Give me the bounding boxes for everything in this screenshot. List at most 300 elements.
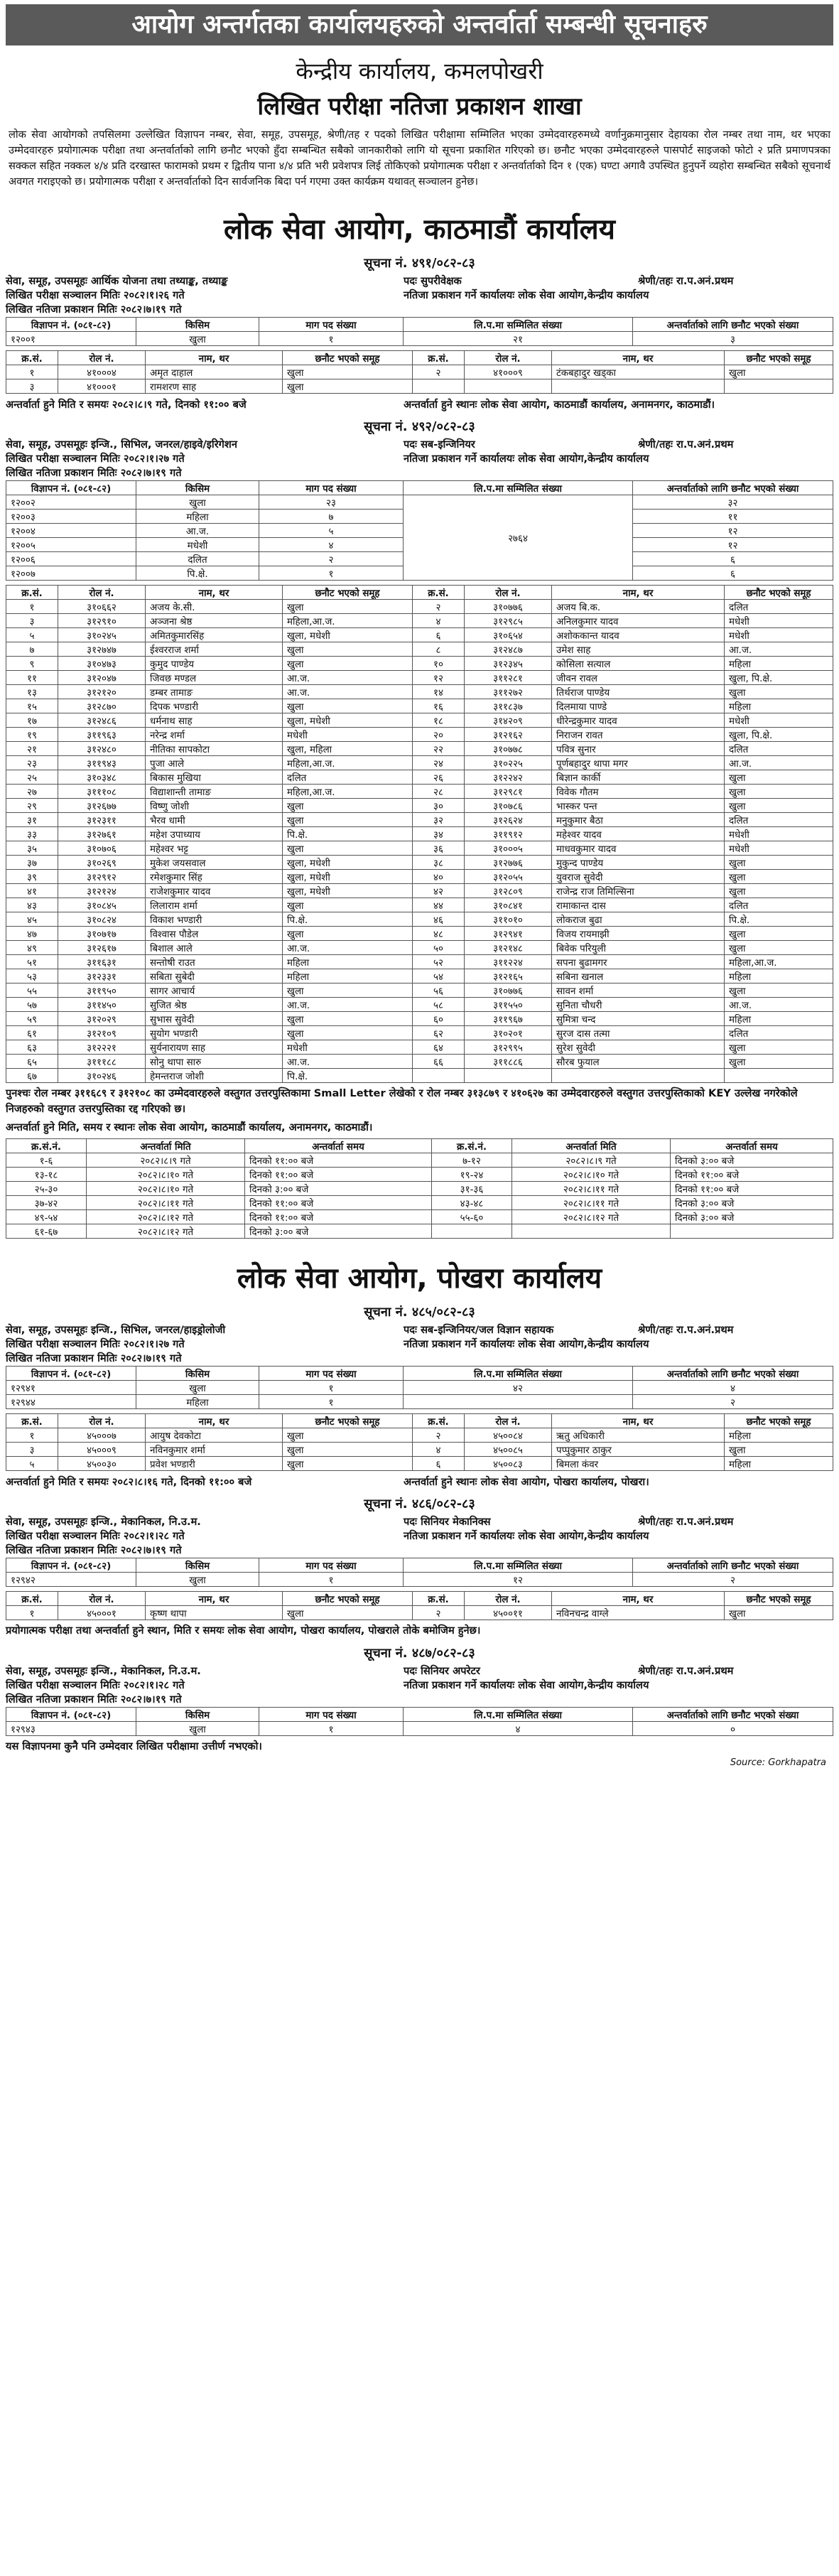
interview-datetime: अन्तर्वार्ता हुने मिति र समयः २०८२।८।१६ गते, दिनको ११:०० बजे [6, 1476, 252, 1488]
candidate-rows [6, 1606, 833, 1620]
cell: खुला, पि.क्षे. [725, 671, 833, 685]
cell: २० [413, 728, 465, 742]
cell: ६२ [413, 1026, 465, 1040]
candidate-row [6, 614, 833, 628]
candidate-row [6, 1012, 833, 1026]
col-header: नाम, थर [146, 351, 283, 365]
candidate-row [6, 1457, 833, 1471]
col-header: किसिम [136, 481, 259, 495]
cell: खुला [136, 495, 259, 510]
col-header: नाम, थर [552, 586, 725, 600]
cell: ३१२३४५ [465, 657, 552, 671]
cell: ११ [6, 671, 58, 685]
cell: आ.ज. [283, 671, 413, 685]
cell: मुकेश जयसवाल [146, 856, 283, 870]
cell: १२ [633, 538, 833, 552]
cell: आ.ज. [725, 756, 833, 770]
practical-info: प्रयोगात्मक परीक्षा तथा अन्तर्वार्ता हुने स्थान, मिति र समयः लोक सेवा आयोग, पोखरा कार्यालय, पोखराले तोके बमोजिम हुनेछ। [6, 1624, 481, 1637]
cell: दलित [725, 813, 833, 827]
cell: खुला [725, 1040, 833, 1055]
cell: सुभास सुवेदी [146, 1012, 283, 1026]
cell [671, 1224, 833, 1239]
cell: सुमित्रा चन्द [552, 1012, 725, 1026]
cell: ४ [404, 1722, 633, 1736]
cell: ४२ [413, 884, 465, 898]
col-header: अन्तर्वार्ता समय [671, 1139, 833, 1153]
pad-label: पदः सिनियर मेकानिक्स [404, 1516, 491, 1528]
cell: १२ [633, 524, 833, 538]
candidate-rows [6, 1428, 833, 1471]
cell: बिवेक परियुली [552, 941, 725, 955]
cell: ३१०६६२ [58, 600, 146, 614]
candidate-row [6, 1428, 833, 1443]
cell: २ [633, 1395, 833, 1409]
cell: महिला,आ.ज. [283, 756, 413, 770]
schedule-row [6, 1182, 833, 1196]
cell: १४ [413, 685, 465, 699]
cell: ३१०७७८ [465, 742, 552, 756]
notice-meta [6, 1515, 833, 1558]
cell: ० [633, 1722, 833, 1736]
cell: ३११०१० [465, 912, 552, 927]
cell: खुला, मधेशी [283, 884, 413, 898]
cell: ३१११८८ [58, 1055, 146, 1069]
cell: खुला [136, 1381, 259, 1395]
cell: १ [259, 1722, 404, 1736]
col-header: लि.प.मा सम्मिलित संख्या [404, 1558, 633, 1573]
cell: २५-३० [6, 1182, 87, 1196]
cell: सावन शर्मा [552, 983, 725, 998]
cell: ४ [259, 538, 404, 552]
cell: पि.क्षे. [283, 912, 413, 927]
notice-meta [6, 1664, 833, 1707]
cell: विजय रायमाझी [552, 927, 725, 941]
candidate-row [6, 870, 833, 884]
candidate-table [6, 585, 833, 1083]
cell: १५ [6, 699, 58, 713]
cell: ३१२२४२ [465, 770, 552, 785]
notice-492 [6, 418, 833, 1239]
cell: ३२ [633, 495, 833, 510]
cell: ७ [6, 642, 58, 657]
cell: ५ [259, 524, 404, 538]
cell: ४ [413, 1443, 465, 1457]
office-heading-pokhara: लोक सेवा आयोग, पोखरा कार्यालय [237, 1262, 602, 1295]
table-row [6, 332, 833, 346]
cell: दिनको ११:०० बजे [245, 1210, 432, 1224]
cell: महिला [725, 657, 833, 671]
cell: पि.क्षे. [283, 827, 413, 841]
cell: ३१-३६ [432, 1182, 512, 1196]
cell: खुला [725, 799, 833, 813]
cell: ३४ [413, 827, 465, 841]
cell: खुला [136, 1722, 259, 1736]
candidate-row [6, 1443, 833, 1457]
cell: दिपक भण्डारी [146, 699, 283, 713]
cell: ३१२४८७ [465, 642, 552, 657]
cell: दलित [725, 898, 833, 912]
col-header: नाम, थर [146, 1592, 283, 1606]
cell: १३-१८ [6, 1168, 87, 1182]
cell: युवराज सुवेदी [552, 870, 725, 884]
cell: ५२ [413, 955, 465, 969]
cell: आयुष देवकोटा [146, 1428, 283, 1443]
cell: १२९४२ [6, 1573, 136, 1587]
cell: पुजा आले [146, 756, 283, 770]
notice-title: सूचना नं. ४८७/०८२-८३ [364, 1646, 475, 1661]
col-header: अन्तर्वार्ताको लागि छनौट भएको संख्या [633, 1708, 833, 1722]
cell: १ [6, 1606, 58, 1620]
notice-title: सूचना नं. ४८५/०८२-८३ [364, 1305, 475, 1320]
cell: २०८२।८।१२ गते [87, 1224, 245, 1239]
cell: १२९४४ [6, 1395, 136, 1409]
cell: २०८२।८।९ गते [512, 1153, 671, 1168]
cell: ४८ [413, 927, 465, 941]
cell: २६ [413, 770, 465, 785]
cell: मुकुन्द पाण्डेय [552, 856, 725, 870]
cell: ३११९६७ [465, 1012, 552, 1026]
table-row [6, 1381, 833, 1395]
schedule-table [6, 1138, 833, 1239]
col-header: क्र.सं. [413, 1592, 465, 1606]
col-header: किसिम [136, 1708, 259, 1722]
candidate-row [6, 642, 833, 657]
office-heading-kathmandu: लोक सेवा आयोग, काठमाडौं कार्यालय [223, 213, 616, 246]
cell: ३१२९८१ [465, 785, 552, 799]
cell: खुला [725, 927, 833, 941]
schedule-rows [6, 1153, 833, 1239]
candidate-row [6, 756, 833, 770]
pad-label: पदः सब-इन्जिनियर [404, 438, 475, 451]
candidate-row [6, 813, 833, 827]
cell: १२००७ [6, 566, 136, 581]
cell: खुला [283, 600, 413, 614]
cell: खुला, महिला [283, 742, 413, 756]
candidate-row [6, 1055, 833, 1069]
cell: अनिलकुमार यादव [552, 614, 725, 628]
cell: २ [413, 1606, 465, 1620]
cell: ६४ [413, 1040, 465, 1055]
cell: खुला [725, 884, 833, 898]
cell: खुला [283, 1428, 413, 1443]
cell: खुला, मधेशी [283, 628, 413, 642]
cell: सुरज दास तत्मा [552, 1026, 725, 1040]
cell: सोनु थापा सारु [146, 1055, 283, 1069]
cell: ३० [413, 799, 465, 813]
seva-label: सेवा, समूह, उपसमूहः इन्जि., सिभिल, जनरल/हाइवे/इरिगेशन [6, 438, 237, 451]
cell: ३१२१२४ [58, 884, 146, 898]
cell: डम्बर तामाङ [146, 685, 283, 699]
schedule-row [6, 1153, 833, 1168]
col-header: नाम, थर [552, 1592, 725, 1606]
cell: १ [6, 600, 58, 614]
cell: २०८२।८।१० गते [87, 1168, 245, 1182]
cell: ४६ [413, 912, 465, 927]
cell: ४७ [6, 927, 58, 941]
cell: ३१०००५ [465, 841, 552, 856]
cell: महिला,आ.ज. [283, 785, 413, 799]
cell: १ [6, 1428, 58, 1443]
col-header: क्र.सं. [6, 586, 58, 600]
cell: १२००५ [6, 538, 136, 552]
cell: खुला [283, 799, 413, 813]
cell: २२ [413, 742, 465, 756]
cell: कोसिला सत्याल [552, 657, 725, 671]
col-header: क्र.सं.नं. [6, 1139, 87, 1153]
cell: रमेशकुमार सिंह [146, 870, 283, 884]
cell: ३१११०८ [58, 785, 146, 799]
candidate-row [6, 799, 833, 813]
cell: जिवछ मण्डल [146, 671, 283, 685]
cell: मधेशी [283, 728, 413, 742]
exam-date: लिखित परीक्षा सञ्चालन मितिः २०८२।१।२७ गते [6, 453, 185, 465]
cell: ३१०३४८ [58, 770, 146, 785]
cell: ४५००३० [58, 1457, 146, 1471]
cell: ८ [413, 642, 465, 657]
cell: ३९ [6, 870, 58, 884]
cell: ५८ [413, 998, 465, 1012]
cell: ३१२९१० [58, 614, 146, 628]
cell: ३१२१६५ [465, 969, 552, 983]
cell: खुला [725, 983, 833, 998]
col-header: क्र.सं.नं. [432, 1139, 512, 1153]
cell: दिनको ३:०० बजे [671, 1210, 833, 1224]
candidate-row [6, 1026, 833, 1040]
cell: खुला [283, 1443, 413, 1457]
candidate-row [6, 983, 833, 998]
shreni-label: श्रेणी/तहः रा.प.अनं.प्रथम [638, 1324, 734, 1336]
cell: धीरेन्द्रकुमार यादव [552, 713, 725, 728]
cell: ४५०००७ [58, 1428, 146, 1443]
interview-place: अन्तर्वार्ता हुने स्थानः लोक सेवा आयोग, काठमाडौं कार्यालय, अनामनगर, काठमाडौं। [404, 399, 715, 411]
cell: २८ [413, 785, 465, 799]
col-header: क्र.सं. [6, 1592, 58, 1606]
cell: ६० [413, 1012, 465, 1026]
advertisement-table [6, 1366, 833, 1409]
cell: ३७-४२ [6, 1196, 87, 1210]
cell: ३१२०२९ [58, 1012, 146, 1026]
cell: ३११४५० [58, 998, 146, 1012]
cell: ६ [413, 628, 465, 642]
cell: लिलाराम शर्मा [146, 898, 283, 912]
col-header: अन्तर्वार्ताको लागि छनौट भएको संख्या [633, 1558, 833, 1573]
col-header: रोल नं. [58, 1414, 146, 1428]
cell: २४ [413, 756, 465, 770]
cell: मधेशी [725, 841, 833, 856]
cell: १ [259, 1573, 404, 1587]
candidate-row [6, 742, 833, 756]
cell: ४५००८४ [465, 1428, 552, 1443]
cell: २ [413, 365, 465, 379]
shreni-label: श्रेणी/तहः रा.प.अनं.प्रथम [638, 1516, 734, 1528]
col-header: विज्ञापन नं. (०८१-८२) [6, 481, 136, 495]
cell: ३ [6, 379, 58, 394]
cell: भास्कर पन्त [552, 799, 725, 813]
candidate-table [6, 1591, 833, 1620]
shreni-label: श्रेणी/तहः रा.प.अनं.प्रथम [638, 1665, 734, 1677]
cell: १२००१ [6, 332, 136, 346]
cell: ३१०२२५ [465, 756, 552, 770]
col-header: किसिम [136, 318, 259, 332]
result-date: लिखित नतिजा प्रकाशन मितिः २०८२।७।१९ गते [6, 1352, 182, 1364]
result-date: लिखित नतिजा प्रकाशन मितिः २०८२।७।१९ गते [6, 303, 182, 316]
cell: ३१२१२० [58, 685, 146, 699]
cell: ५९ [6, 1012, 58, 1026]
cell: ४३ [6, 898, 58, 912]
cell: ३१२४८६ [58, 713, 146, 728]
cell: आ.ज. [283, 1055, 413, 1069]
col-header: नाम, थर [552, 351, 725, 365]
cell: ५ [6, 628, 58, 642]
cell: विद्याशान्ती तामाङ [146, 785, 283, 799]
col-header: छनौट भएको समूह [725, 586, 833, 600]
cell: पवित्र सुनार [552, 742, 725, 756]
result-office: नतिजा प्रकाशन गर्ने कार्यालयः लोक सेवा आयोग,केन्द्रीय कार्यालय [404, 1679, 649, 1691]
cell: मधेशी [725, 827, 833, 841]
pad-label: पदः सब-इन्जिनियर/जल विज्ञान सहायक [404, 1324, 554, 1336]
cell: ४५००११ [465, 1606, 552, 1620]
cell: १ [259, 1395, 404, 1409]
candidate-row [6, 728, 833, 742]
cell: ३११६३१ [58, 955, 146, 969]
col-header: छनौट भएको समूह [725, 1414, 833, 1428]
cell: ६ [413, 1457, 465, 1471]
cell: दिनको ११:०० बजे [671, 1182, 833, 1196]
cell: पि.क्षे. [725, 912, 833, 927]
cell: ११ [633, 510, 833, 524]
candidate-rows [6, 365, 833, 394]
notice-title: सूचना नं. ४९२/०८२-८३ [364, 419, 475, 434]
cell: मधेशी [136, 538, 259, 552]
cell: २३ [259, 495, 404, 510]
cell: ५० [413, 941, 465, 955]
cell: उमेश साह [552, 642, 725, 657]
cell: ४५००८३ [465, 1457, 552, 1471]
cell [725, 379, 833, 394]
seva-label: सेवा, समूह, उपसमूहः इन्जि., मेकानिकल, नि.उ.म. [6, 1516, 201, 1528]
advertisement-table [6, 480, 833, 581]
cell: ४४ [413, 898, 465, 912]
cell: मधेशी [725, 628, 833, 642]
cell: अञ्जना श्रेष्ठ [146, 614, 283, 628]
cell: ५४ [413, 969, 465, 983]
cell: दिनको ३:०० बजे [245, 1224, 432, 1239]
cell: १८ [413, 713, 465, 728]
page-banner: आयोग अन्तर्गतका कार्यालयहरुको अन्तर्वार्ता सम्बन्धी सूचनाहरु [6, 4, 833, 45]
col-header: नाम, थर [146, 586, 283, 600]
cell: खुला, मधेशी [283, 870, 413, 884]
cell: आ.ज. [725, 642, 833, 657]
cell: ३१२९८५ [465, 614, 552, 628]
interview-info [6, 1475, 833, 1489]
pad-label: पदः सुपरीवेक्षक [404, 275, 462, 287]
cell: ३१०७१७ [58, 927, 146, 941]
cell: आ.ज. [136, 524, 259, 538]
cell: ३११५५० [465, 998, 552, 1012]
cell: ५७ [6, 998, 58, 1012]
cell: १२ [413, 671, 465, 685]
cell: १३ [6, 685, 58, 699]
cell: खुला [283, 1457, 413, 1471]
cell: ३१२०४७ [58, 671, 146, 685]
cell: २१ [404, 332, 633, 346]
cell: पप्पुकुमार ठाकुर [552, 1443, 725, 1457]
result-office: नतिजा प्रकाशन गर्ने कार्यालयः लोक सेवा आयोग,केन्द्रीय कार्यालय [404, 1530, 649, 1542]
cell: ३१०७८६ [465, 799, 552, 813]
notice-title: सूचना नं. ४८६/०८२-८३ [364, 1497, 475, 1511]
cell: सुयोग भण्डारी [146, 1026, 283, 1040]
cell: खुला [283, 699, 413, 713]
cell: ३१०२४६ [58, 1069, 146, 1083]
cell: १ [259, 332, 404, 346]
pad-label: पदः सिनियर अपरेटर [404, 1665, 480, 1677]
cell: रामाकान्त दास [552, 898, 725, 912]
schedule-row [6, 1210, 833, 1224]
cell: ४२ [404, 1381, 633, 1395]
cell: ४ [413, 614, 465, 628]
cell: महेश्वर यादव [552, 827, 725, 841]
cell: ४९ [6, 941, 58, 955]
cell: २०८२।८।९ गते [87, 1153, 245, 1168]
cell: २०८२।८।११ गते [87, 1196, 245, 1210]
cell: ३१२३३१ [58, 969, 146, 983]
cell: ५५ [6, 983, 58, 998]
col-header: छनौट भएको समूह [725, 1592, 833, 1606]
cell: १२००४ [6, 524, 136, 538]
cell: खुला [725, 785, 833, 799]
cell: १० [413, 657, 465, 671]
cell: ३१२१०९ [58, 1026, 146, 1040]
cell: ३१०२०१ [465, 1026, 552, 1040]
cell: खुला [136, 1573, 259, 1587]
col-header: अन्तर्वार्ताको लागि छनौट भएको संख्या [633, 481, 833, 495]
cell: रामशरण साह [146, 379, 283, 394]
cell: अमितकुमारसिंह [146, 628, 283, 642]
col-header: छनौट भएको समूह [283, 1414, 413, 1428]
cell [404, 1395, 633, 1409]
cell: सागर आचार्य [146, 983, 283, 998]
cell: हेमन्तराज जोशी [146, 1069, 283, 1083]
cell [465, 1069, 552, 1083]
cell: २०८२।८।११ गते [512, 1182, 671, 1196]
cell: ६१-६७ [6, 1224, 87, 1239]
cell: ३११२८१ [465, 671, 552, 685]
seva-label: सेवा, समूह, उपसमूहः इन्जि., मेकानिकल, नि.उ.म. [6, 1665, 201, 1677]
col-header: किसिम [136, 1367, 259, 1381]
cell: ३२ [413, 813, 465, 827]
exam-date: लिखित परीक्षा सञ्चालन मितिः २०८२।१।२८ गते [6, 1679, 185, 1691]
col-header: विज्ञापन नं. (०८१-८२) [6, 1708, 136, 1722]
advertisement-table [6, 1558, 833, 1587]
cell: ३१०४७३ [58, 657, 146, 671]
cell: २९ [6, 799, 58, 813]
cell: ६६ [413, 1055, 465, 1069]
cell: ४५०००१ [58, 1606, 146, 1620]
cell: ३११९६३ [58, 728, 146, 742]
cell: २७६४ [404, 495, 633, 581]
cell: अमृत दाहाल [146, 365, 283, 379]
notice-meta [6, 274, 833, 317]
cell: सुर्यनारायण साह [146, 1040, 283, 1055]
cell: १ [6, 365, 58, 379]
cell: ४० [413, 870, 465, 884]
col-header: लि.प.मा सम्मिलित संख्या [404, 481, 633, 495]
advertisement-rows [6, 495, 833, 581]
cell: निराजन रावत [552, 728, 725, 742]
cell: दिलमाया पाण्डे [552, 699, 725, 713]
cell: महिला [283, 955, 413, 969]
cell: ३७ [6, 856, 58, 870]
